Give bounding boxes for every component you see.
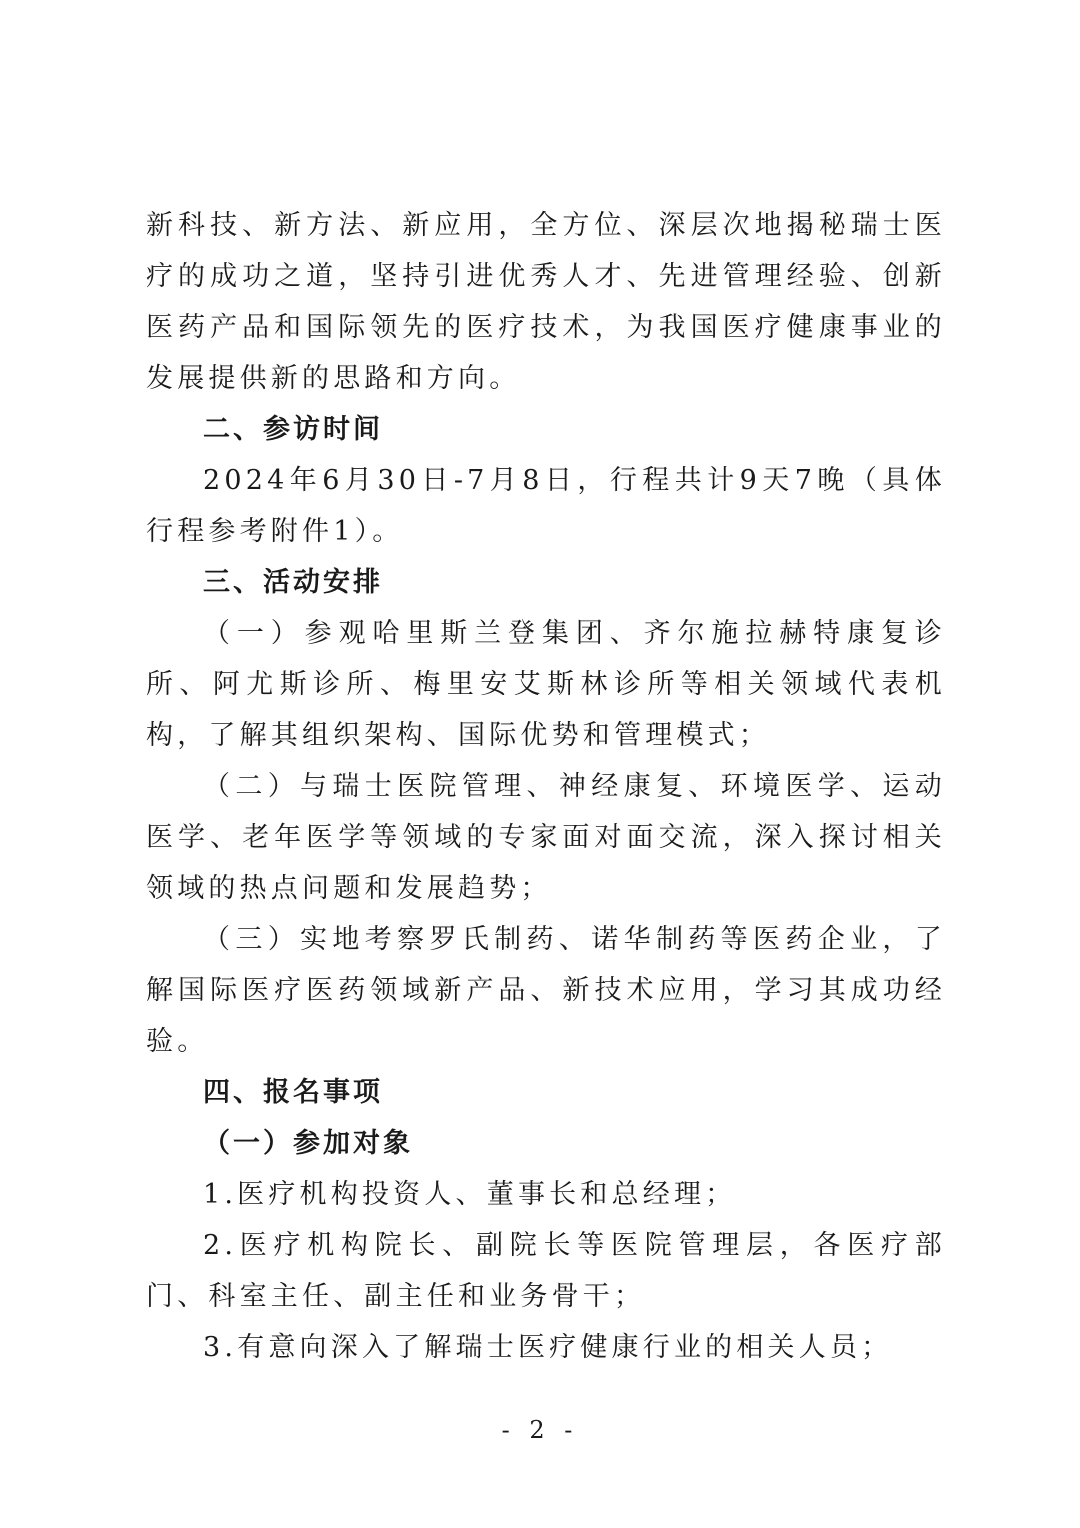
activity-item: （二）与瑞士医院管理、神经康复、环境医学、运动医学、老年医学等领域的专家面对面交流，深入探讨相关领域的热点问题和发展趋势； xyxy=(146,771,946,904)
document-body xyxy=(146,200,946,1373)
participant-item: 3.有意向深入了解瑞士医疗健康行业的相关人员； xyxy=(203,1332,893,1363)
activity-item: （一）参观哈里斯兰登集团、齐尔施拉赫特康复诊所、阿尤斯诊所、梅里安艾斯林诊所等相关领域代表机构，了解其组织架构、国际优势和管理模式； xyxy=(146,618,946,751)
section-heading-activities: 三、活动安排 xyxy=(203,567,383,598)
subheading-participants: （一）参加对象 xyxy=(203,1128,413,1159)
participant-item: 2.医疗机构院长、副院长等医院管理层，各医疗部门、科室主任、副主任和业务骨干； xyxy=(146,1230,946,1312)
section-heading-registration: 四、报名事项 xyxy=(203,1077,383,1108)
visit-time-paragraph: 2024年6月30日-7月8日，行程共计9天7晚（具体行程参考附件1）。 xyxy=(146,465,946,547)
section-heading-visit-time: 二、参访时间 xyxy=(203,414,383,445)
participant-item: 1.医疗机构投资人、董事长和总经理； xyxy=(203,1179,737,1210)
activity-item: （三）实地考察罗氏制药、诺华制药等医药企业，了解国际医疗医药领域新产品、新技术应用，学习其成功经验。 xyxy=(146,924,946,1057)
intro-paragraph: 新科技、新方法、新应用，全方位、深层次地揭秘瑞士医疗的成功之道，坚持引进优秀人才、先进管理经验、创新医药产品和国际领先的医疗技术，为我国医疗健康事业的发展提供新的思路和方向。 xyxy=(146,210,946,394)
page-number: - 2 - xyxy=(501,1416,579,1444)
